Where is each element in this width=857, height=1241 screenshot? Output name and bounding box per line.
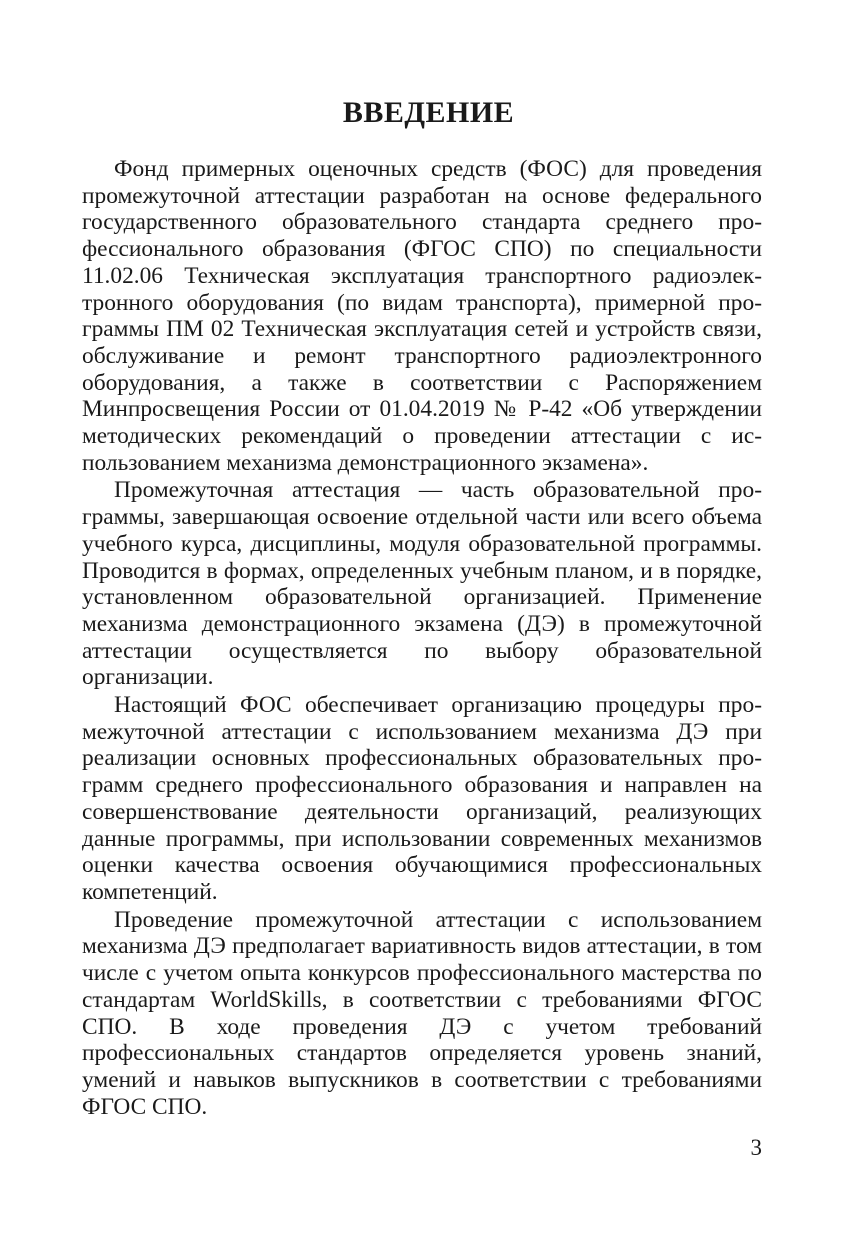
paragraph-1: Фонд примерных оценочных средств (ФОС) для проведения промежуточной аттестации разработан на основе федерального государственного образовательного стандарта среднего профессионального образования (ФГОС СПО) по специальности 11.02.06 Техническая эксплуатация транспортного радиоэлектронного оборудования (по видам транспорта), примерной программы ПМ 02 Техническая эксплуатация сетей и устройств связи, обслуживание и ремонт транспортного радиоэлектронного оборудования, а также в соответствии с Распоряжением Минпросвещения России от 01.04.2019 № Р-42 «Об утверждении методических рекомендаций о проведении аттестации с использованием механизма демонстрационного экзамена».	[82, 156, 762, 476]
body-text	[82, 156, 762, 1121]
paragraph-4: Проведение промежуточной аттестации с использованием механизма ДЭ предполагает вариативность видов аттестации, в том числе с учетом опыта конкурсов профессионального мастерства по стандартам WorldSkills, в соответствии с требованиями ФГОС СПО. В ходе проведения ДЭ с учетом требований профессиональных стандартов определяется уровень знаний, умений и навыков выпускников в соответствии с требованиями ФГОС СПО.	[82, 906, 762, 1120]
page-title: ВВЕДЕНИЕ	[342, 96, 515, 129]
paragraph-2: Промежуточная аттестация — часть образовательной программы, завершающая освоение отдельной части или всего объема учебного курса, дисциплины, модуля образовательной программы. Проводится в формах, определенных учебным планом, и в порядке, установленном образовательной организацией. Применение механизма демонстрационного экзамена (ДЭ) в промежуточной аттестации осуществляется по выбору образовательной организации.	[82, 477, 762, 691]
page-number: 3	[750, 1135, 762, 1160]
paragraph-3: Настоящий ФОС обеспечивает организацию процедуры промежуточной аттестации с использованием механизма ДЭ при реализации основных профессиональных образовательных программ среднего профессионального образования и направлен на совершенствование деятельности организаций, реализующих данные программы, при использовании современных механизмов оценки качества освоения обучающимися профессиональных компетенций.	[82, 692, 762, 905]
